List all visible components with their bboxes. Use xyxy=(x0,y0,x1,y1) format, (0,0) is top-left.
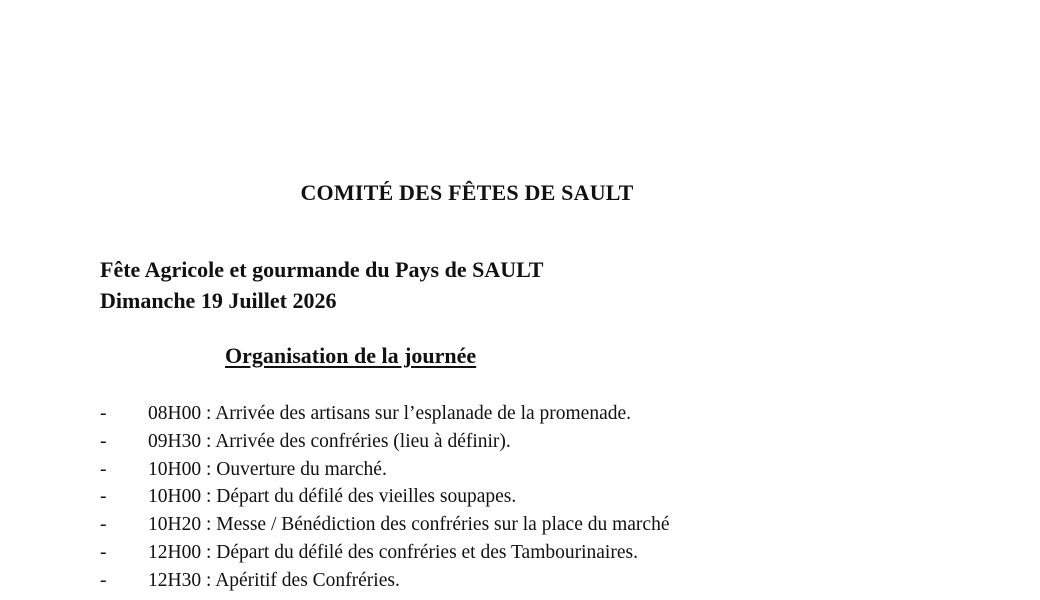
bullet-dash: - xyxy=(100,541,107,563)
schedule-time: 12H00 xyxy=(148,541,202,563)
schedule-item: - 09H30 : Arrivée des confréries (lieu à définir). xyxy=(100,428,669,456)
bullet-dash: - xyxy=(100,514,107,536)
bullet-dash: - xyxy=(100,458,107,480)
schedule-text: Arrivée des confréries (lieu à définir). xyxy=(215,430,511,452)
schedule-item: - 12H30 : Apéritif des Confréries. xyxy=(100,567,669,595)
event-date: Dimanche 19 Juillet 2026 xyxy=(100,288,337,313)
schedule-item: - 10H20 : Messe / Bénédiction des confréries sur la place du marché xyxy=(100,511,669,539)
schedule-item: - 08H00 : Arrivée des artisans sur l’esplanade de la promenade. xyxy=(100,400,669,428)
schedule-time: 08H00 xyxy=(148,403,202,424)
schedule-time: 10H00 xyxy=(148,486,202,508)
schedule-text: Apéritif des Confréries. xyxy=(215,569,400,591)
event-header xyxy=(100,254,543,316)
bullet-dash: - xyxy=(100,486,107,508)
section-title: Organisation de la journée xyxy=(225,343,477,368)
schedule-item: - 10H00 : Départ du défilé des vieilles soupapes. xyxy=(100,483,669,511)
schedule-time: 12H30 xyxy=(148,569,202,591)
bullet-dash: - xyxy=(100,403,107,424)
schedule-text: Arrivée des artisans sur l’esplanade de la promenade. xyxy=(215,403,632,424)
schedule-text: Ouverture du marché. xyxy=(216,458,387,480)
schedule-text: Départ du défilé des vieilles soupapes. xyxy=(216,486,517,508)
schedule-time: 09H30 xyxy=(148,430,202,452)
schedule-list xyxy=(100,400,669,595)
bullet-dash: - xyxy=(100,569,107,591)
schedule-item: - 12H00 : Départ du défilé des confréries et des Tambourinaires. xyxy=(100,539,669,567)
schedule-text: Messe / Bénédiction des confréries sur la place du marché xyxy=(216,514,670,536)
schedule-item: - 10H00 : Ouverture du marché. xyxy=(100,456,669,484)
schedule-time: 10H20 xyxy=(148,514,202,536)
event-name: Fête Agricole et gourmande du Pays de SAULT xyxy=(100,257,544,282)
bullet-dash: - xyxy=(100,430,107,452)
schedule-text: Départ du défilé des confréries et des Tambourinaires. xyxy=(216,541,638,563)
committee-title: COMITÉ DES FÊTES DE SAULT xyxy=(300,180,634,205)
schedule-time: 10H00 xyxy=(148,458,202,480)
